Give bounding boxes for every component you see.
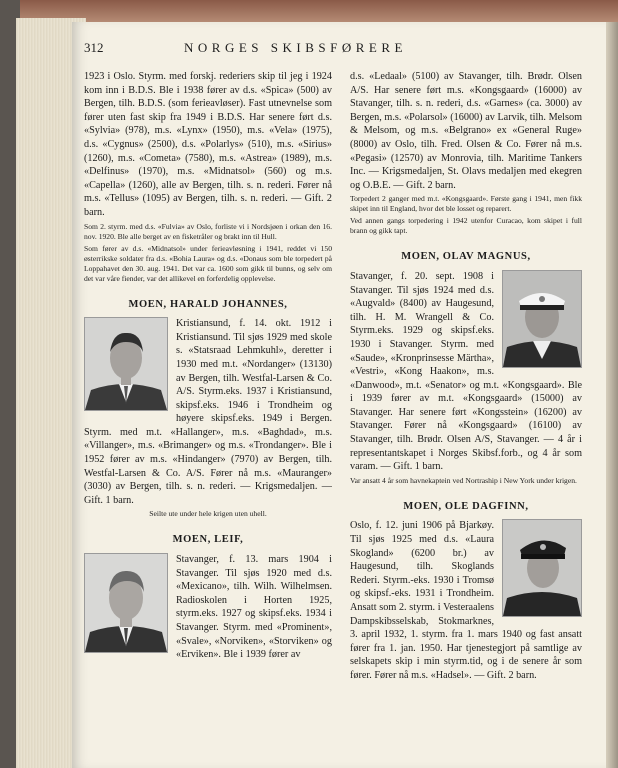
entry-title-harald: MOEN, HARALD JOHANNES, bbox=[128, 298, 288, 310]
continued-entry-note: Som 2. styrm. med d.s. «Fulvia» av Oslo, forliste vi i Nordsjøen i orkan den 16. nov. 1920. Ble alle berget av en fisketråler og brakt inn til Hull. bbox=[84, 221, 332, 241]
portrait-photo-leif bbox=[84, 553, 168, 653]
entry-harald bbox=[84, 317, 332, 519]
entry-text-harald: Kristiansund, f. 14. okt. 1912 i Kristiansund. Til sjøs 1929 med skole s. «Statsraad Lehmkuhl», deretter i 1930 med m.t. «Nordanger» (13130) av Bergen, tilh. Westfal-Larsen & Co. A/S. Styrm.eks. 1937 i Kristiansund, skipsf.eks. 1946 i Trondheim og høyere skipsf.eks. 1949 i Bergen. Styrm. med m.t. «Hallanger», m.s. «Baghdad», m.s. «Villanger», m.s. «Brimanger» og m.s. «Trondanger». Ble i 1952 fører av m.s. «Hindanger» (7970) av Bergen, tilh. Westfal-Larsen & Co. A/S. Fører nå m.s. «Mauranger» (3030) av Bergen, tilh. s. n. rederi. — Krigsmedaljen. — Gift. 1 barn. bbox=[84, 318, 332, 506]
page-fold-shadow bbox=[606, 22, 618, 768]
entry-leif bbox=[84, 553, 332, 662]
entry-text-leif: Stavanger, f. 13. mars 1904 i Stavanger. Til sjøs 1920 med d.s. «Mexicano», tilh. Wilh. Wilhelmsen. Radioskolen i Horten 1925, styrm.eks. 1927 og skipsf.eks. 1934 i Stavanger. Styrm. med «Prominent», «Svale», «Norviken», «Storviken» og «Erviken». Ble i 1939 fører av bbox=[176, 554, 332, 661]
page-number: 312 bbox=[84, 40, 104, 55]
entry-text-olav: Stavanger, f. 20. sept. 1908 i Stavanger. Til sjøs 1924 med d.s. «Augvald» (8400) av Haugesund, tilh. H. M. Wrangell & Co. Styrm.eks. 1929 og skipsf.eks. 1930 i Stavanger. Styrm. med «Saude», «Kronprinsesse Märtha», «Vestri», «Kong Haakon», m.s. «Danwood», m.t. «Senator» og m.t. «Kongsgaard». Ble i 1939 fører av m.t. «Kongsgaard» (15000) av Stavanger. Har senere ført «Kongsstein» (16200) av Stavanger. Fører nå «Kongsgaard» (16100) av Stavanger, tilh. Brødr. Olsen A/S, Stavanger. — 4 år i representantskapet i Norges Skibsf.forb., og 4 år som varam. — Gift. 1 barn. bbox=[350, 270, 582, 473]
entry-olav bbox=[350, 270, 582, 486]
page-header bbox=[84, 40, 590, 58]
right-column bbox=[350, 70, 582, 685]
portrait-photo-olav bbox=[502, 270, 582, 368]
continued-entry-note: Ved annen gangs torpedering i 1942 utenfor Curacao, kom skipet i full brann og gikk tapt. bbox=[350, 216, 582, 236]
portrait-photo-harald bbox=[84, 317, 168, 411]
entry-note-olav: Var ansatt 4 år som havnekaptein ved Nortraship i New York under krigen. bbox=[350, 475, 577, 485]
continued-entry-text: d.s. «Ledaal» (5100) av Stavanger, tilh. Brødr. Olsen A/S. Har senere ført m.s. «Kongsgaard» (16000) av Stavanger, tilh. s. n. rederi, d.s. «Garnes» (ca. 3000) av Bergen, m.s. «Polarsol» (16000) av Larvik, tilh. Melsom & Melsom, og m.s. «Belgrano» ex «General Ruge» (8000) av Oslo, tilh. Fred. Olsen & Co. Fører nå m.s. «Pegasi» (12570) av Monrovia, tilh. Maritime Tankers Inc. — Krigsmedaljen, St. Olavs medaljen med ekegren og O.B.E. — Gift. 2 barn. bbox=[350, 71, 582, 191]
entry-ole bbox=[350, 519, 582, 682]
left-column bbox=[84, 70, 332, 664]
entry-title-leif: MOEN, LEIF, bbox=[172, 534, 244, 546]
book-cover-edge bbox=[20, 0, 618, 24]
entry-title-ole: MOEN, OLE DAGFINN, bbox=[403, 500, 529, 512]
continued-entry-text: 1923 i Oslo. Styrm. med forskj. rederiers skip til jeg i 1924 kom inn i B.D.S. Ble i 1938 fører av d.s. «Spica» (500) av Bergen, tilh. B.D.S. (som ferieavløser). Fast utnevnelse som fører uten fast skip fra 1949 i B.D.S. Har senere ført d.s. «Sylvia» (978), m.s. «Lynx» (1950), m.s. «Vela» (1975), d.s. «Cygnus» (2500), d.s. «Polarlys» (510), m.s. «Sirius» (1260), m.s. «Cometa» (7580), m.s. «Astrea» (1989), m.s. «Delfinus» (1970), m.s. «Midnatsol» (560) og m.s. «Capella» (1260), alle av Bergen, tilh. s. n. rederi. Fører nå m.s. «Tellus» (1095) av Bergen, tilh. s. n. rederi. — Gift. 2 barn. bbox=[84, 71, 332, 218]
running-title: NORGES SKIBSFØRERE bbox=[184, 40, 407, 55]
entry-title-olav: MOEN, OLAV MAGNUS, bbox=[401, 251, 531, 263]
entry-note-harald: Seilte ute under hele krigen uten uhell. bbox=[149, 509, 267, 519]
continued-entry-note: Torpedert 2 ganger med m.t. «Kongsgaard». Første gang i 1941, men fikk skipet inn til England, hvor det ble losset og reparert. bbox=[350, 194, 582, 214]
continued-entry-note: Som fører av d.s. «Midnatsol» under ferieavløsning i 1941, reddet vi 150 østerrikske soldater fra d.s. «Bohia Laura» og d.s. «Donaus som ble torpedert på Loppahavet den 30. aug. 1941. Det var ca. 1600 som gikk til bunns, og selv om det var våre fiender, var det allikevel en forferdelig opplevelse. bbox=[84, 243, 332, 283]
portrait-photo-ole bbox=[502, 519, 582, 617]
entry-text-ole: Oslo, f. 12. juni 1906 på Bjarkøy. Til sjøs 1925 med d.s. «Laura Skogland» (6200 br.) av Haugesund, tilh. Skoglands Rederi. Styrm.-eks. 1930 i Tromsø og skipsf.-eks. 1931 i Trondheim. Ansatt som 2. styrm. i Vesteraalens Dampskibsselskab, Stokmarknes, 3. april 1932, 1. styrm. fra 1. mars 1940 og fast ansatt fører fra 1. jan. 1950. Har tjenestegjort på samtlige av selskapets skip i min styrm.tid, og i de senere år som fører. Fører nå m.s. «Hadsel». — Gift. 2 barn. bbox=[350, 520, 582, 681]
